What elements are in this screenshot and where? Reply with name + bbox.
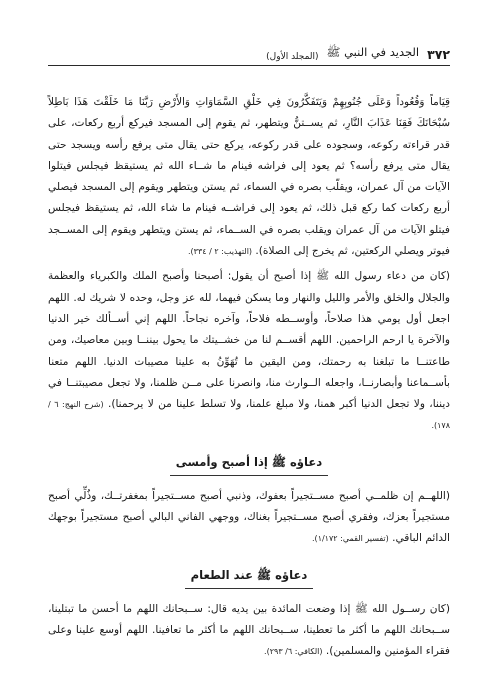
- paragraph-food-dua: [48, 599, 450, 663]
- paragraph-night-prayer: [48, 92, 450, 262]
- citation: (تفسير القمي: ١/١٧٢).: [312, 534, 389, 544]
- citation: (الكافي: ٦/ ٢٩٣).: [264, 647, 323, 657]
- paragraph-text: (اللهــم إن ظلمــي أصبح مســتجيراً بعفوك، وذنبي أصبح مســتجيراً بمغفرتــك، وذُلِّي أصبح مستجيراً بعزك، وفقري أصبح مســتجيراً بغناك، ووجهي الفاني البالي أصبح مستجيراً بوجهك الدائم الباقي.: [48, 489, 450, 545]
- section-heading: [48, 564, 450, 589]
- page-header: [48, 40, 450, 62]
- page-body: [48, 92, 450, 663]
- header-divider: [48, 65, 450, 66]
- paragraph-morning-dua: [48, 266, 450, 436]
- section-heading: [48, 451, 450, 476]
- citation: (التهذيب: ٢ / ٣٣٤).: [188, 247, 253, 257]
- book-title: الجديد في النبي ﷺ: [326, 45, 420, 59]
- paragraph-text: (كان من دعاء رسول الله ﷺ إذا أصبح أن يقول: أصبحنا وأصبح الملك والكبرياء والعظمة والجلال والخلق والأمر والليل والنهار وما يسكن فيهما، لله عز وجل، وحده لا شريك له. اللهم اجعل أول يومي هذا صلاحاً، وأوســطه فلاحاً، وآخره نجاحاً. اللهم إني أســألك خير الدنيا والآخرة يا ارحم الراحمين. اللهم أقســم لنا من خشــيتك ما يحول بيننــا وبين معاصيك، ومن طاعتنــا ما تبلغنا به رحمتك، ومن اليقين ما تُهَوِّنُ به علينا مصيبات الدنيا. اللهم متعنا بأســماعنا وأبصارنــا، واجعله الــوارث منا، وانصرنا على مــن ظلمنا، ولا تجعل مصيبتنــا في ديننا، ولا تجعل الدنيا أكبر همنا، ولا مبلغ علمنا، ولا تسلط علينا من لا يرحمنا).: [48, 270, 450, 411]
- section-heading-food: دعاؤه ﷺ عند الطعام: [185, 568, 314, 589]
- paragraph-morning-evening-dua: [48, 486, 450, 550]
- paragraph-text: ، ثم يســتنُّ ويتطهر، ثم يقوم إلى المسجد فيركع أربع ركعات، على قدر قراءته ركوعه، وسجوده على قدر ركوعه، يركع حتى يقال متى يرفع رأسه ويسجد حتى يقال متى يرفع رأسه؟ ثم يعود إلى فراشه فينام ما شــاء الله ثم يستيقظ فيجلس فيتلوا الآيات من آل عمران، ويقلّب بصره في السماء، ثم يستن ويتطهر ويقوم إلى المسجد فيصلي أربع ركعات كما ركع قبل ذلك، ثم يعود إلى فراشــه فينام ما شاء الله، ثم يستيقظ فيجلس فيتلو الآيات من آل عمران ويقلب بصره في الســماء، ثم يستن ويتطهر ويقوم إلى المســجد فيوتر ويصلي الركعتين، ثم يخرج إلى الصلاة).: [48, 117, 450, 258]
- citation: (شرح النهج: ٦ / ١٧٨).: [48, 400, 450, 431]
- paragraph-text: (كان رســول الله ﷺ إذا وضعت المائدة بين يديه قال: ســبحانك اللهم ما أحسن ما تبتلينا، ســبحانك اللهم ما أكثر ما تعطينا، ســبحانك اللهم ما أكثر ما تعافينا. اللهم أوسع علينا وعلى فقراء المؤمنين والمسلمين).: [48, 602, 450, 658]
- volume-label: (المجلد الأول): [266, 52, 319, 62]
- page-number: ٣٧٢: [427, 47, 450, 62]
- section-heading-morning-evening: دعاؤه ﷺ إذا أصبح وأمسى: [170, 455, 328, 476]
- quran-verse: قِيَاماً وَقُعُوداً وَعَلَى جُنُوبِهِمْ وَيَتَفَكَّرُونَ فِي خَلْقِ السَّمَاوَاتِ وَالأَرْضِ رَبَّنَا مَا خَلَقْتَ هَذَا بَاطِلاً سُبْحَانَكَ فَقِنَا عَذَابَ النَّارِ: [48, 96, 450, 130]
